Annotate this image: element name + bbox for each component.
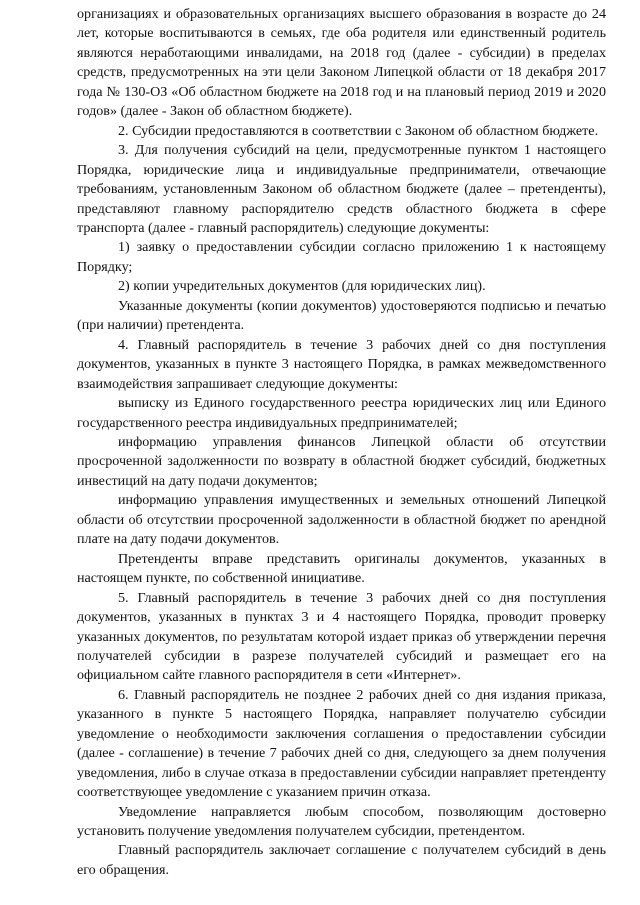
paragraph-item-2: 2. Субсидии предоставляются в соответствии с Законом об областном бюджете. — [118, 122, 599, 139]
paragraph-finance-info: информацию управления финансов Липецкой области об отсутствии просроченной задолженности по возврату в областной бюджет субсидий, бюджетных инвестиций на дату подачи документов; — [77, 433, 606, 489]
paragraph-property-info: информацию управления имущественных и земельных отношений Липецкой области об отсутствии просроченной задолженности в областной бюджет по арендной плате на дату подачи документов. — [77, 492, 606, 548]
paragraph-subitem-2: 2) копии учредительных документов (для юридических лиц). — [118, 278, 486, 295]
paragraph-registry-extract: выписку из Единого государственного реестра юридических лиц или Единого государственного реестра индивидуальных предпринимателей; — [77, 395, 606, 431]
paragraph-item-3: 3. Для получения субсидий на цели, предусмотренные пунктом 1 настоящего Порядка, юридические лица и индивидуальные предприниматели, отвечающие требованиям, установленным Законом об областном бюджете (далее – претенденты), представляют главному распорядителю средств областного бюджета в сфере транспорта (далее - главный распорядитель) следующие документы: — [77, 142, 606, 236]
paragraph-certification-note: Указанные документы (копии документов) удостоверяются подписью и печатью (при наличии) претендента. — [77, 297, 606, 334]
paragraph-agreement-signing: Главный распорядитель заключает соглашение с получателем субсидий в день его обращения. — [77, 842, 606, 878]
paragraph-applicant-initiative: Претенденты вправе представить оригиналы документов, указанных в настоящем пункте, по собственной инициативе. — [77, 550, 606, 587]
paragraph-continuation: организациях и образовательных организациях высшего образования в возрасте до 24 лет, которые воспитываются в семьях, где оба родителя или единственный родитель являются неработающими инвалидами, на 2018 год (далее - субсидии) в пределах средств, предусмотренных на эти цели Законом Липецкой области от 18 декабря 2017 года № 130-ОЗ «Об областном бюджете на 2018 год и на плановый период 2019 и 2020 годов» (далее - Закон об областном бюджете). — [77, 6, 606, 120]
paragraph-item-6: 6. Главный распорядитель не позднее 2 рабочих дней со дня издания приказа, указанного в пункте 5 настоящего Порядка, направляет получателю субсидии уведомление о необходимости заключения соглашения о предоставлении субсидии (далее - соглашение) в течение 7 рабочих дней со дня, следующего за днем получения уведомления, либо в случае отказа в предоставлении субсидии направляет претенденту соответствующее уведомление с указанием причин отказа. — [77, 686, 606, 801]
paragraph-item-5: 5. Главный распорядитель в течение 3 рабочих дней со дня поступления документов, указанных в пунктах 3 и 4 настоящего Порядка, проводит проверку указанных документов, по результатам которой издает приказ об утверждении перечня получателей субсидии в разрезе получателей субсидий и размещает его на официальном сайте главного распорядителя в сети «Интернет». — [77, 589, 606, 684]
paragraph-subitem-1: 1) заявку о предоставлении субсидии согласно приложению 1 к настоящему Порядку; — [77, 239, 606, 275]
paragraph-item-4: 4. Главный распорядитель в течение 3 рабочих дней со дня поступления документов, указанных в пункте 3 настоящего Порядка, в рамках межведомственного взаимодействия запрашивает следующие документы: — [77, 336, 606, 392]
paragraph-notification-method: Уведомление направляется любым способом, позволяющим достоверно установить получение уведомления получателем субсидии, претендентом. — [77, 803, 606, 840]
